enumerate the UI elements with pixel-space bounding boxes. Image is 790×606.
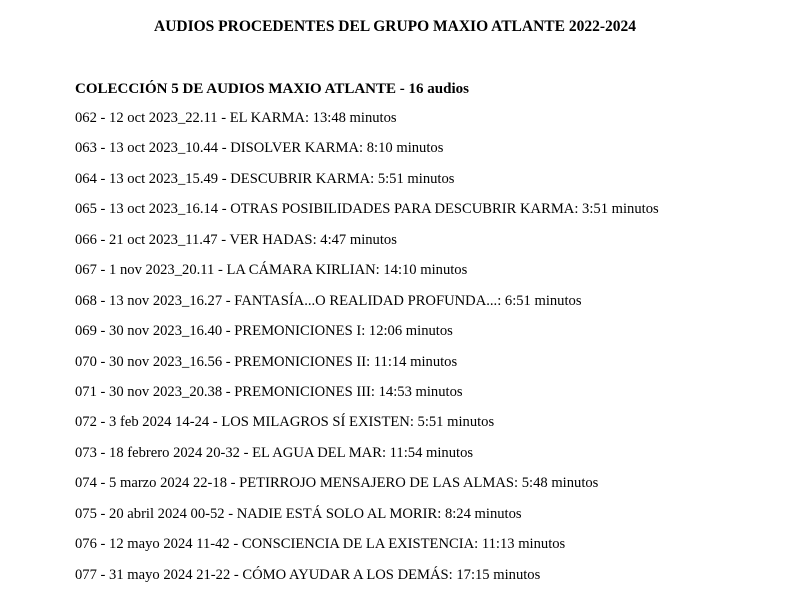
audio-item: 071 - 30 nov 2023_20.38 - PREMONICIONES III: 14:53 minutos xyxy=(75,383,463,400)
audio-duration: 14:53 minutos xyxy=(378,383,463,400)
audio-item: 077 - 31 mayo 2024 21-22 - CÓMO AYUDAR A LOS DEMÁS: 17:15 minutos xyxy=(75,566,541,583)
audio-duration: 5:48 minutos xyxy=(521,475,599,492)
audio-duration: 8:10 minutos xyxy=(366,140,444,157)
audio-duration: 17:15 minutos xyxy=(456,566,541,583)
audio-name: 068 - 13 nov 2023_16.27 - FANTASÍA...O REALIDAD PROFUNDA... xyxy=(75,292,498,309)
audio-item: 074 - 5 marzo 2024 22-18 - PETIRROJO MENSAJERO DE LAS ALMAS: 5:48 minutos xyxy=(75,475,599,492)
audio-item: 070 - 30 nov 2023_16.56 - PREMONICIONES II: 11:14 minutos xyxy=(75,353,458,370)
audio-duration: 13:48 minutos xyxy=(312,110,397,126)
audio-duration: 11:13 minutos xyxy=(481,536,566,553)
audio-item: 064 - 13 oct 2023_15.49 - DESCUBRIR KARMA: 5:51 minutos xyxy=(75,170,455,187)
audio-duration: 5:51 minutos xyxy=(377,170,455,187)
audio-item: 069 - 30 nov 2023_16.40 - PREMONICIONES I: 12:06 minutos xyxy=(75,323,453,340)
audio-duration: 6:51 minutos xyxy=(504,292,582,309)
audio-name: 071 - 30 nov 2023_20.38 - PREMONICIONES III xyxy=(75,383,371,400)
audio-item: 072 - 3 feb 2024 14-24 - LOS MILAGROS SÍ EXISTEN: 5:51 minutos xyxy=(75,414,495,431)
audio-item: 067 - 1 nov 2023_20.11 - LA CÁMARA KIRLIAN: 14:10 minutos xyxy=(75,262,468,279)
audio-item: 065 - 13 oct 2023_16.14 - OTRAS POSIBILIDADES PARA DESCUBRIR KARMA: 3:51 minutos xyxy=(75,201,659,218)
audio-name: 063 - 13 oct 2023_10.44 - DISOLVER KARMA xyxy=(75,140,360,157)
audio-item: 075 - 20 abril 2024 00-52 - NADIE ESTÁ SOLO AL MORIR: 8:24 minutos xyxy=(75,505,522,522)
audio-item: 068 - 13 nov 2023_16.27 - FANTASÍA...O REALIDAD PROFUNDA...: 6:51 minutos xyxy=(75,292,582,309)
audio-name: 067 - 1 nov 2023_20.11 - LA CÁMARA KIRLIAN xyxy=(75,262,376,279)
audio-name: 075 - 20 abril 2024 00-52 - NADIE ESTÁ SOLO AL MORIR xyxy=(75,505,438,522)
audio-name: 072 - 3 feb 2024 14-24 - LOS MILAGROS SÍ EXISTEN xyxy=(75,414,410,431)
audio-name: 065 - 13 oct 2023_16.14 - OTRAS POSIBILIDADES PARA DESCUBRIR KARMA xyxy=(75,201,575,218)
audio-item: 073 - 18 febrero 2024 20-32 - EL AGUA DEL MAR: 11:54 minutos xyxy=(75,444,474,461)
audio-name: 074 - 5 marzo 2024 22-18 - PETIRROJO MENSAJERO DE LAS ALMAS xyxy=(75,475,515,492)
audio-item: 076 - 12 mayo 2024 11-42 - CONSCIENCIA DE LA EXISTENCIA: 11:13 minutos xyxy=(75,536,566,553)
audio-item: 062 - 12 oct 2023_22.11 - EL KARMA: 13:48 minutos xyxy=(75,110,397,126)
audio-name: 066 - 21 oct 2023_11.47 - VER HADAS xyxy=(75,231,313,248)
audio-name: 069 - 30 nov 2023_16.40 - PREMONICIONES I xyxy=(75,323,362,340)
audio-item: 066 - 21 oct 2023_11.47 - VER HADAS: 4:47 minutos xyxy=(75,231,397,248)
audio-duration: 3:51 minutos xyxy=(582,201,659,218)
page-title: AUDIOS PROCEDENTES DEL GRUPO MAXIO ATLANTE 2022-2024 xyxy=(154,18,636,35)
audio-name: 076 - 12 mayo 2024 11-42 - CONSCIENCIA DE LA EXISTENCIA xyxy=(75,536,475,553)
audio-name: 073 - 18 febrero 2024 20-32 - EL AGUA DEL MAR xyxy=(75,444,382,461)
audio-name: 064 - 13 oct 2023_15.49 - DESCUBRIR KARMA xyxy=(75,170,371,187)
section-title: COLECCIÓN 5 DE AUDIOS MAXIO ATLANTE - 16 audios xyxy=(75,81,469,97)
audio-duration: 4:47 minutos xyxy=(320,231,397,248)
audio-duration: 8:24 minutos xyxy=(444,505,522,522)
audio-duration: 12:06 minutos xyxy=(368,323,453,340)
audio-duration: 11:14 minutos xyxy=(373,353,458,370)
audio-item: 063 - 13 oct 2023_10.44 - DISOLVER KARMA: 8:10 minutos xyxy=(75,140,444,157)
audio-duration: 14:10 minutos xyxy=(383,262,468,279)
audio-duration: 5:51 minutos xyxy=(417,414,495,431)
audio-name: 062 - 12 oct 2023_22.11 - EL KARMA xyxy=(75,110,305,126)
audio-duration: 11:54 minutos xyxy=(389,444,474,461)
audio-list xyxy=(75,109,659,596)
audio-name: 077 - 31 mayo 2024 21-22 - CÓMO AYUDAR A LOS DEMÁS xyxy=(75,566,449,583)
audio-name: 070 - 30 nov 2023_16.56 - PREMONICIONES II xyxy=(75,353,367,370)
